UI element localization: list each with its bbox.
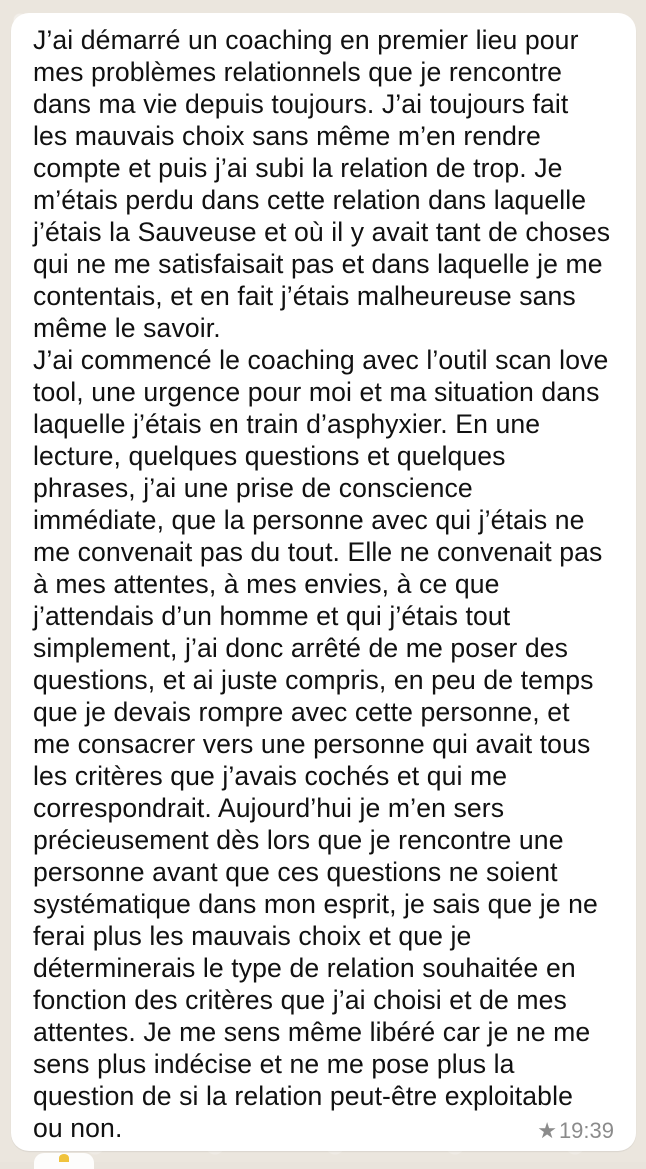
message-meta [537,1119,614,1143]
emoji-icon [59,1154,69,1162]
message-time: 19:39 [558,1118,614,1143]
message-text: J’ai démarré un coaching en premier lieu pour mes problèmes relationnels que je rencontre dans ma vie depuis toujours. J’ai toujours fait les mauvais choix sans même m’en rendre compte et puis j’ai subi la relation de trop. Je m’étais perdu dans cette relation dans laquelle j’étais la Sauveuse et où il y avait tant de choses qui ne me satisfaisait pas et dans laquelle je me contentais, et en fait j’étais malheureuse sans même le savoir. J’ai commencé le coaching avec l’outil scan love tool, une urgence pour moi et ma situation dans laquelle j’étais en train d’asphyxier. En une lecture, quelques questions et quelques phrases, j’ai une prise de conscience immédiate, que la personne avec qui j’étais ne me convenait pas du tout. Elle ne convenait pas à mes attentes, à mes envies, à ce que j’attendais d’un homme et qui j’étais tout simplement, j’ai donc arrêté de me poser des questions, et ai juste compris, en peu de temps que je devais rompre avec cette personne, et me consacrer vers une personne qui avait tous les critères que j’avais cochés et qui me correspondrait. Aujourd’hui je m’en sers précieusement dès lors que je rencontre une personne avant que ces questions ne soient systématique dans mon esprit, je sais que je ne ferai plus les mauvais choix et que je déterminerais le type de relation souhaitée en fonction des critères que j’ai choisi et de mes attentes. Je me sens même libéré car je ne me sens plus indécise et ne me pose plus la question de si la relation peut-être exploitable ou non. [33,25,611,1143]
message-bubble[interactable] [11,13,636,1151]
star-icon: ★ [537,1118,557,1143]
